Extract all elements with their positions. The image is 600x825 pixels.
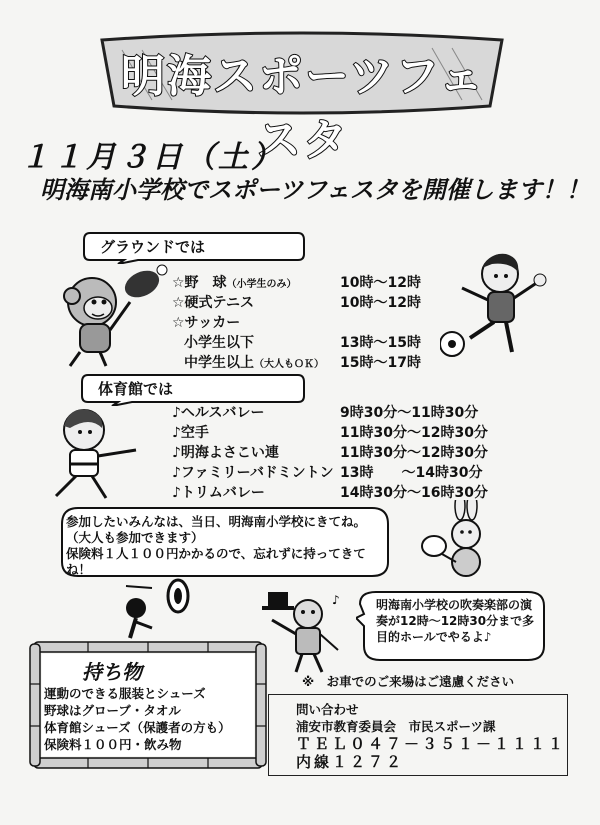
contact-heading: 問い合わせ [296, 702, 359, 717]
ground-event-soccer: ☆サッカー [172, 315, 241, 331]
belongings-item-2: 野球はグローブ・タオル [44, 703, 181, 718]
event-date: １１月３日（土） [20, 140, 284, 175]
runner-target-illustration [112, 578, 192, 648]
car-note: ※ お車でのご来場はご遠慮ください [302, 674, 515, 689]
ground-time-soccer-elementary: 13時～15時 [340, 335, 421, 351]
page-title: 明海スポーツフェスタ [120, 51, 486, 166]
ground-event-soccer-elementary: 小学生以下 [184, 335, 254, 351]
ground-time-soccer-junior: 15時～17時 [340, 355, 421, 371]
headline: 明海南小学校でスポーツフェスタを開催します！！ [40, 176, 590, 204]
gym-event-trim-volley: ♪トリムバレー [172, 485, 265, 501]
band-text: 明海南小学校の吹奏楽部の演奏が12時～12時30分まで多目的ホールでやるよ♪ [376, 598, 535, 644]
rabbit-racket-illustration [420, 500, 520, 580]
soccer-boy-illustration [440, 248, 550, 363]
ground-time-baseball: 10時～12時 [340, 275, 421, 291]
svg-text:♪: ♪ [332, 593, 340, 607]
ground-event-tennis: ☆硬式テニス [172, 295, 254, 311]
notice-text [66, 514, 376, 578]
gym-time-yosakoi: 11時30分～12時30分 [340, 445, 488, 461]
gym-event-yosakoi: ♪明海よさこい連 [172, 445, 279, 461]
gym-time-trim-volley: 14時30分～16時30分 [340, 485, 488, 501]
ground-time-tennis: 10時～12時 [340, 295, 421, 311]
gym-event-karate: ♪空手 [172, 425, 209, 441]
gym-label: 体育館では [98, 380, 174, 398]
gym-event-badminton: ♪ファミリーバドミントン [172, 465, 334, 481]
gym-time-karate: 11時30分～12時30分 [340, 425, 488, 441]
belongings-title: 持ち物 [82, 660, 142, 684]
notice-line-1: 参加したいみんなは、当日、明海南小学校にきてね。（大人も参加できます） [66, 514, 367, 545]
belongings-item-1: 運動のできる服装とシューズ [44, 686, 206, 701]
gym-event-health-volley: ♪ヘルスバレー [172, 405, 265, 421]
ground-event-soccer-junior: 中学生以上（大人もＯＫ） [184, 355, 324, 371]
gym-time-health-volley: 9時30分～11時30分 [340, 405, 479, 421]
ground-label: グラウンドでは [100, 238, 206, 256]
karate-girl-illustration [40, 404, 150, 504]
contact-ext: 内線１２７２ [296, 753, 405, 771]
ground-event-baseball: ☆野 球（小学生のみ） [172, 275, 297, 291]
contact-org: 浦安市教育委員会 市民スポーツ課 [296, 719, 496, 734]
gym-time-badminton: 13時 ～14時30分 [340, 465, 483, 481]
monkey-tennis-illustration [50, 262, 170, 372]
belongings-item-4: 保険料１００円・飲み物 [44, 737, 182, 752]
notice-line-2: 保険料１人１００円かかるので、忘れずに持ってきてね！ [66, 546, 366, 577]
contact-tel: ＴＥＬ０４７－３５１－１１１１ [296, 735, 567, 753]
belongings-item-3: 体育館シューズ（保護者の方も） [44, 720, 231, 735]
